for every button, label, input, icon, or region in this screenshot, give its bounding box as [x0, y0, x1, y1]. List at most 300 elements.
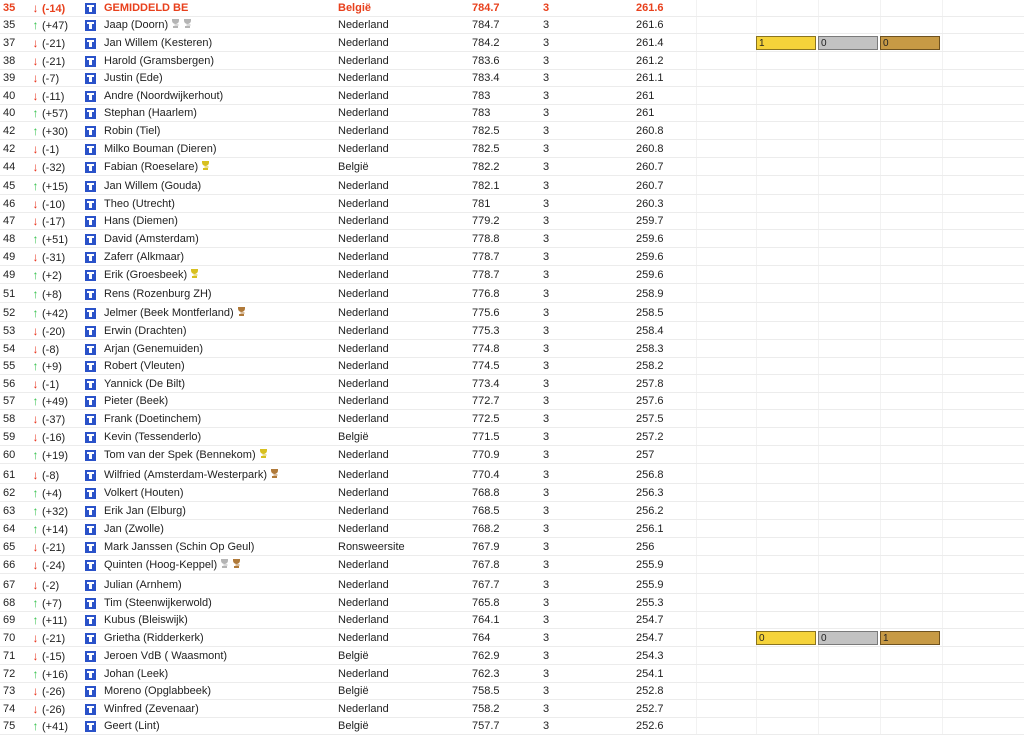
player-name[interactable]	[104, 267, 199, 284]
table-row	[0, 231, 1024, 248]
score-cell: 768.8	[472, 487, 500, 499]
table-row	[0, 323, 1024, 340]
player-name-text[interactable]: Zaferr (Alkmaar)	[104, 251, 185, 263]
rank-change-cell	[31, 595, 62, 612]
player-name-text[interactable]: Johan (Leek)	[104, 668, 169, 680]
profile-flag-icon[interactable]	[85, 414, 96, 425]
profile-flag-icon[interactable]	[85, 633, 96, 644]
games-cell: 3	[543, 55, 550, 67]
player-name[interactable]	[104, 503, 186, 520]
average-cell: 261.6	[636, 2, 664, 14]
player-name[interactable]	[104, 231, 199, 248]
player-name-text[interactable]: Jan Willem (Kesteren)	[104, 37, 213, 49]
rank-change-cell	[31, 159, 65, 176]
player-name[interactable]	[104, 323, 187, 340]
country-cell: België	[338, 161, 369, 173]
table-row	[0, 341, 1024, 358]
player-name-text[interactable]: Tim (Steenwijkerwold)	[104, 597, 212, 609]
player-name-text[interactable]: Jaap (Doorn)	[104, 19, 169, 31]
rank-cell: 75	[3, 720, 16, 732]
games-cell: 3	[543, 161, 550, 173]
table-row	[0, 393, 1024, 410]
rank-change-cell	[31, 666, 68, 683]
table-row	[0, 123, 1024, 140]
player-name[interactable]	[104, 447, 268, 464]
player-name-text[interactable]: Kubus (Bleiswijk)	[104, 614, 188, 626]
rank-change-value: (-10)	[42, 199, 66, 211]
rank-change-cell	[31, 141, 59, 158]
profile-flag-icon[interactable]	[85, 73, 96, 84]
score-cell: 757.7	[472, 720, 500, 732]
player-name-text[interactable]: Andre (Noordwijkerhout)	[104, 90, 224, 102]
games-cell: 3	[543, 614, 550, 626]
rank-cell: 62	[3, 487, 16, 499]
average-cell: 258.9	[636, 288, 664, 300]
rank-cell: 74	[3, 703, 16, 715]
games-cell: 3	[543, 343, 550, 355]
rank-change-cell	[31, 0, 65, 17]
player-name[interactable]	[104, 467, 279, 484]
arrow-down-icon: ↓	[32, 324, 39, 338]
games-cell: 3	[543, 72, 550, 84]
profile-flag-icon[interactable]	[85, 686, 96, 697]
arrow-up-icon: ↑	[32, 522, 39, 536]
player-name-text[interactable]: Quinten (Hoog-Keppel)	[104, 559, 218, 571]
rank-change-value: (-16)	[42, 432, 66, 444]
rank-change-value: (-21)	[42, 56, 66, 68]
player-name[interactable]	[104, 358, 185, 375]
rank-change-cell	[31, 557, 65, 574]
rank-change-value: (+51)	[42, 234, 68, 246]
arrow-down-icon: ↓	[32, 71, 39, 85]
player-name-text[interactable]: Jan (Zwolle)	[104, 523, 164, 535]
average-cell: 252.6	[636, 720, 664, 732]
player-name-text[interactable]: Kevin (Tessenderlo)	[104, 431, 202, 443]
profile-flag-icon[interactable]	[85, 144, 96, 155]
country-cell: Nederland	[338, 469, 389, 481]
rank-cell: 72	[3, 668, 16, 680]
profile-flag-icon[interactable]	[85, 488, 96, 499]
games-cell: 3	[543, 487, 550, 499]
rank-change-cell	[31, 88, 64, 105]
table-row	[0, 467, 1024, 484]
average-cell: 256.3	[636, 487, 664, 499]
player-name-text[interactable]: Geert (Lint)	[104, 720, 160, 732]
rank-change-cell	[31, 447, 68, 464]
games-cell: 3	[543, 685, 550, 697]
rank-cell: 73	[3, 685, 16, 697]
average-cell: 256.8	[636, 469, 664, 481]
average-cell: 254.7	[636, 614, 664, 626]
average-cell: 258.2	[636, 360, 664, 372]
average-cell: 257.8	[636, 378, 664, 390]
games-cell: 3	[543, 307, 550, 319]
player-name-text[interactable]: Winfred (Zevenaar)	[104, 703, 199, 715]
profile-flag-icon[interactable]	[85, 669, 96, 680]
profile-flag-icon[interactable]	[85, 651, 96, 662]
rank-change-cell	[31, 612, 67, 629]
arrow-down-icon: ↓	[32, 250, 39, 264]
rank-change-value: (-24)	[42, 560, 66, 572]
player-name-text[interactable]: Moreno (Opglabbeek)	[104, 685, 212, 697]
rank-change-value: (+42)	[42, 308, 68, 320]
average-cell: 257.2	[636, 431, 664, 443]
player-name[interactable]	[104, 376, 185, 393]
profile-flag-icon[interactable]	[85, 580, 96, 591]
average-cell: 255.3	[636, 597, 664, 609]
average-cell: 259.6	[636, 233, 664, 245]
rank-cell: 61	[3, 469, 16, 481]
player-name-text[interactable]: Yannick (De Bilt)	[104, 378, 186, 390]
table-row	[0, 612, 1024, 629]
rank-cell: 51	[3, 288, 16, 300]
score-cell: 771.5	[472, 431, 500, 443]
player-name-text[interactable]: Hans (Diemen)	[104, 215, 178, 227]
average-cell: 252.7	[636, 703, 664, 715]
rank-cell: 35	[3, 2, 16, 14]
games-cell: 3	[543, 215, 550, 227]
rank-change-value: (+7)	[42, 598, 62, 610]
player-name[interactable]	[104, 666, 168, 683]
player-name[interactable]	[104, 17, 192, 34]
country-cell: Nederland	[338, 37, 389, 49]
profile-flag-icon[interactable]	[85, 270, 96, 281]
player-name-text[interactable]: Jeroen VdB ( Waasmont)	[104, 650, 228, 662]
player-name-text[interactable]: David (Amsterdam)	[104, 233, 199, 245]
profile-flag-icon[interactable]	[85, 181, 96, 192]
table-row	[0, 577, 1024, 594]
rank-change-cell	[31, 376, 59, 393]
player-name[interactable]	[104, 521, 164, 538]
country-cell: Nederland	[338, 487, 389, 499]
arrow-down-icon: ↓	[32, 684, 39, 698]
score-cell: 765.8	[472, 597, 500, 609]
player-name[interactable]	[104, 595, 212, 612]
table-row	[0, 701, 1024, 718]
score-cell: 764	[472, 632, 491, 644]
player-name[interactable]	[104, 393, 168, 410]
player-name[interactable]	[104, 577, 182, 594]
profile-flag-icon[interactable]	[85, 542, 96, 553]
score-cell: 783.6	[472, 55, 500, 67]
player-name[interactable]	[104, 53, 214, 70]
profile-flag-icon[interactable]	[85, 56, 96, 67]
rank-change-cell	[31, 521, 68, 538]
profile-flag-icon[interactable]	[85, 615, 96, 626]
player-name[interactable]	[104, 612, 188, 629]
average-cell: 261.1	[636, 72, 664, 84]
player-name-text[interactable]: Tom van der Spek (Bennekom)	[104, 449, 256, 461]
player-name[interactable]	[104, 35, 212, 52]
rank-cell: 37	[3, 37, 16, 49]
player-name[interactable]	[104, 557, 241, 574]
arrow-down-icon: ↓	[32, 412, 39, 426]
profile-flag-icon[interactable]	[85, 361, 96, 372]
rank-change-value: (-8)	[42, 470, 60, 482]
player-name[interactable]	[104, 683, 211, 700]
average-cell: 252.8	[636, 685, 664, 697]
arrow-up-icon: ↑	[32, 359, 39, 373]
profile-flag-icon[interactable]	[85, 108, 96, 119]
rank-cell: 40	[3, 90, 16, 102]
profile-flag-icon[interactable]	[85, 344, 96, 355]
arrow-down-icon: ↓	[32, 631, 39, 645]
rank-cell: 52	[3, 307, 16, 319]
profile-flag-icon[interactable]	[85, 199, 96, 210]
rank-change-cell	[31, 105, 68, 122]
player-name-text[interactable]: Julian (Arnhem)	[104, 579, 182, 591]
arrow-down-icon: ↓	[32, 89, 39, 103]
player-name-text[interactable]: Frank (Doetinchem)	[104, 413, 202, 425]
player-name[interactable]	[104, 105, 197, 122]
table-row	[0, 411, 1024, 428]
player-name-text[interactable]: Erik Jan (Elburg)	[104, 505, 186, 517]
profile-flag-icon[interactable]	[85, 126, 96, 137]
average-row	[0, 0, 1024, 17]
rank-change-cell	[31, 701, 65, 718]
average-cell: 255.9	[636, 579, 664, 591]
player-name-text[interactable]: Robin (Tiel)	[104, 125, 161, 137]
arrow-up-icon: ↑	[32, 18, 39, 32]
profile-flag-icon[interactable]	[85, 162, 96, 173]
rank-change-value: (-14)	[42, 3, 66, 15]
profile-flag-icon[interactable]	[85, 326, 96, 337]
rank-change-value: (+14)	[42, 524, 68, 536]
player-name[interactable]	[104, 178, 201, 195]
average-cell: 256.2	[636, 505, 664, 517]
games-cell: 3	[543, 198, 550, 210]
rank-change-cell	[31, 683, 65, 700]
trophy-silver-icon	[171, 19, 180, 29]
medal-gold-count: 0	[756, 631, 816, 645]
country-cell: Nederland	[338, 288, 389, 300]
rank-change-cell	[31, 70, 59, 87]
rank-cell: 58	[3, 413, 16, 425]
rank-cell: 69	[3, 614, 16, 626]
average-cell: 260.3	[636, 198, 664, 210]
profile-flag-icon[interactable]	[85, 38, 96, 49]
rank-change-cell	[31, 35, 65, 52]
score-cell: 782.1	[472, 180, 500, 192]
table-row	[0, 718, 1024, 735]
score-cell: 781	[472, 198, 491, 210]
profile-flag-icon[interactable]	[85, 91, 96, 102]
medal-bronze-count: 0	[880, 36, 940, 50]
profile-flag-icon[interactable]	[85, 721, 96, 732]
player-name-text[interactable]: Fabian (Roeselare)	[104, 161, 199, 173]
player-name[interactable]	[104, 286, 212, 303]
player-name[interactable]	[104, 123, 160, 140]
player-name[interactable]	[104, 429, 201, 446]
country-cell: Nederland	[338, 413, 389, 425]
games-cell: 3	[543, 632, 550, 644]
table-row	[0, 178, 1024, 195]
rank-change-value: (-26)	[42, 704, 66, 716]
player-name-text[interactable]: Rens (Rozenburg ZH)	[104, 288, 212, 300]
player-name-text[interactable]: GEMIDDELD BE	[104, 2, 189, 14]
player-name[interactable]	[104, 70, 163, 87]
player-name-text[interactable]: Jan Willem (Gouda)	[104, 180, 202, 192]
table-row	[0, 305, 1024, 322]
score-cell: 762.3	[472, 668, 500, 680]
arrow-down-icon: ↓	[32, 160, 39, 174]
score-cell: 778.7	[472, 269, 500, 281]
player-name[interactable]	[104, 305, 246, 322]
rank-cell: 60	[3, 449, 16, 461]
player-name[interactable]	[104, 701, 199, 718]
player-name[interactable]	[104, 159, 210, 176]
country-cell: Nederland	[338, 523, 389, 535]
player-name-text[interactable]: Arjan (Genemuiden)	[104, 343, 204, 355]
arrow-down-icon: ↓	[32, 54, 39, 68]
player-name-text[interactable]: Erik (Groesbeek)	[104, 269, 188, 281]
player-name[interactable]	[104, 141, 216, 158]
table-row	[0, 286, 1024, 303]
profile-flag-icon[interactable]	[85, 308, 96, 319]
table-row	[0, 141, 1024, 158]
medal-silver-count: 0	[818, 631, 878, 645]
country-cell: Nederland	[338, 360, 389, 372]
rank-cell: 55	[3, 360, 16, 372]
profile-flag-icon[interactable]	[85, 216, 96, 227]
player-name[interactable]	[104, 630, 204, 647]
profile-flag-icon[interactable]	[85, 289, 96, 300]
games-cell: 3	[543, 37, 550, 49]
games-cell: 3	[543, 251, 550, 263]
player-name-text[interactable]: Theo (Utrecht)	[104, 198, 175, 210]
arrow-up-icon: ↑	[32, 667, 39, 681]
trophy-gold-icon	[190, 269, 199, 279]
score-cell: 764.1	[472, 614, 500, 626]
trophy-silver-icon	[220, 559, 229, 569]
table-row	[0, 358, 1024, 375]
profile-flag-icon[interactable]	[85, 396, 96, 407]
profile-flag-icon[interactable]	[85, 252, 96, 263]
table-row	[0, 70, 1024, 87]
profile-flag-icon[interactable]	[85, 470, 96, 481]
player-name-text[interactable]: Wilfried (Amsterdam-Westerpark)	[104, 469, 267, 481]
rank-change-value: (+4)	[42, 488, 62, 500]
games-cell: 3	[543, 180, 550, 192]
player-name-text[interactable]: Justin (Ede)	[104, 72, 163, 84]
average-cell: 254.3	[636, 650, 664, 662]
games-cell: 3	[543, 431, 550, 443]
score-cell: 768.5	[472, 505, 500, 517]
games-cell: 3	[543, 579, 550, 591]
player-name[interactable]	[104, 341, 203, 358]
profile-flag-icon[interactable]	[85, 450, 96, 461]
rank-cell: 56	[3, 378, 16, 390]
games-cell: 3	[543, 107, 550, 119]
player-name[interactable]	[104, 648, 227, 665]
player-name-text[interactable]: Jelmer (Beek Montferland)	[104, 307, 234, 319]
average-cell: 258.5	[636, 307, 664, 319]
player-name[interactable]	[104, 539, 254, 556]
arrow-down-icon: ↓	[32, 197, 39, 211]
average-cell: 261.2	[636, 55, 664, 67]
country-cell: Nederland	[338, 55, 389, 67]
games-cell: 3	[543, 360, 550, 372]
profile-flag-icon[interactable]	[85, 560, 96, 571]
profile-flag-icon[interactable]	[85, 506, 96, 517]
profile-flag-icon[interactable]	[85, 20, 96, 31]
player-name-text[interactable]: Volkert (Houten)	[104, 487, 184, 499]
medal-bronze-count: 1	[880, 631, 940, 645]
score-cell: 768.2	[472, 523, 500, 535]
country-cell: Nederland	[338, 632, 389, 644]
player-name-text[interactable]: Pieter (Beek)	[104, 395, 169, 407]
country-cell: Nederland	[338, 597, 389, 609]
rank-change-value: (+47)	[42, 20, 68, 32]
rank-change-value: (+15)	[42, 181, 68, 193]
player-name-text[interactable]: Robert (Vleuten)	[104, 360, 185, 372]
games-cell: 3	[543, 720, 550, 732]
average-cell: 261	[636, 107, 655, 119]
player-name[interactable]	[104, 249, 184, 266]
player-name[interactable]	[104, 411, 201, 428]
rank-change-value: (+57)	[42, 108, 68, 120]
country-cell: Nederland	[338, 19, 389, 31]
rank-cell: 54	[3, 343, 16, 355]
player-name-text[interactable]: Harold (Gramsbergen)	[104, 55, 215, 67]
player-name-text[interactable]: Milko Bouman (Dieren)	[104, 143, 217, 155]
rank-change-cell	[31, 341, 59, 358]
player-name[interactable]	[104, 718, 160, 735]
table-row	[0, 683, 1024, 700]
rank-cell: 49	[3, 251, 16, 263]
rank-cell: 42	[3, 143, 16, 155]
rank-change-value: (-2)	[42, 580, 60, 592]
rank-change-value: (-37)	[42, 414, 66, 426]
profile-flag-icon[interactable]	[85, 3, 96, 14]
player-name[interactable]	[104, 213, 178, 230]
profile-flag-icon[interactable]	[85, 598, 96, 609]
player-name[interactable]	[104, 196, 175, 213]
table-row	[0, 53, 1024, 70]
arrow-up-icon: ↑	[32, 613, 39, 627]
score-cell: 778.7	[472, 251, 500, 263]
score-cell: 783	[472, 90, 491, 102]
profile-flag-icon[interactable]	[85, 524, 96, 535]
player-name[interactable]	[104, 485, 183, 502]
rank-cell: 46	[3, 198, 16, 210]
country-cell: België	[338, 720, 369, 732]
profile-flag-icon[interactable]	[85, 234, 96, 245]
player-name[interactable]	[104, 88, 223, 105]
profile-flag-icon[interactable]	[85, 379, 96, 390]
player-name-text[interactable]: Erwin (Drachten)	[104, 325, 187, 337]
rank-change-value: (-17)	[42, 216, 66, 228]
average-cell: 256	[636, 541, 655, 553]
player-name[interactable]	[104, 0, 188, 17]
average-cell: 260.8	[636, 125, 664, 137]
player-name-text[interactable]: Mark Janssen (Schin Op Geul)	[104, 541, 255, 553]
arrow-down-icon: ↓	[32, 430, 39, 444]
country-cell: Nederland	[338, 215, 389, 227]
rank-change-cell	[31, 286, 62, 303]
score-cell: 770.4	[472, 469, 500, 481]
table-row	[0, 105, 1024, 122]
player-name-text[interactable]: Stephan (Haarlem)	[104, 107, 197, 119]
player-name-text[interactable]: Grietha (Ridderkerk)	[104, 632, 204, 644]
table-row	[0, 429, 1024, 446]
arrow-down-icon: ↓	[32, 214, 39, 228]
rank-cell: 38	[3, 55, 16, 67]
profile-flag-icon[interactable]	[85, 704, 96, 715]
rank-change-cell	[31, 503, 68, 520]
games-cell: 3	[543, 19, 550, 31]
profile-flag-icon[interactable]	[85, 432, 96, 443]
